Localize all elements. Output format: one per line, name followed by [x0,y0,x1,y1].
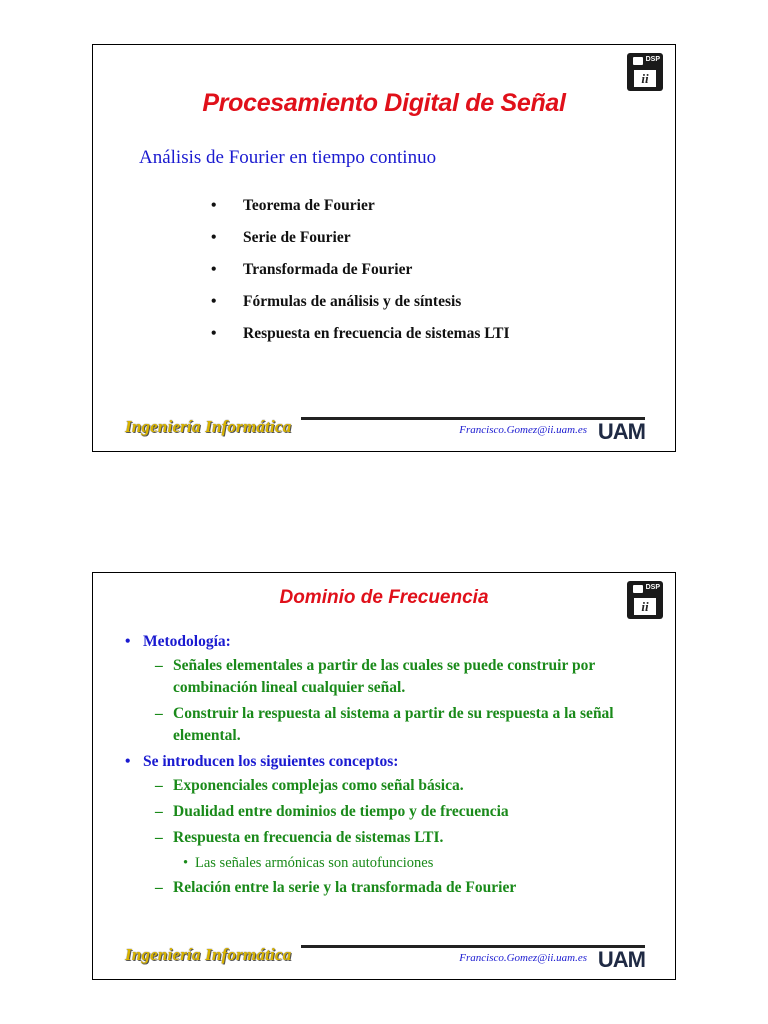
list-item: • Fórmulas de análisis y de síntesis [211,293,510,325]
logo-inner: ii [634,598,656,615]
outline-item: – Relación entre la serie y la transformada de Fourier [125,877,651,899]
logo-label: DSP [645,584,660,591]
uam-logo: UAM [597,419,645,444]
slide-title: Dominio de Frecuencia [279,587,489,608]
dsp-logo-icon [627,53,663,91]
list-item: • Serie de Fourier [211,229,510,261]
list-item: • Respuesta en frecuencia de sistemas LTI [211,325,510,357]
logo-label: DSP [645,56,660,63]
footer-divider [301,945,645,948]
outline-item: – Construir la respuesta al sistema a partir de su respuesta a la señal elemental. [125,703,651,747]
uam-logo: UAM [597,947,645,972]
outline-item: • Las señales armónicas son autofunciones [125,853,651,873]
slide-footer [125,415,645,444]
footer-email: Francisco.Gomez@ii.uam.es [459,952,587,964]
outline-item: – Dualidad entre dominios de tiempo y de frecuencia [125,801,651,823]
slide-title: Procesamiento Digital de Señal [202,89,566,117]
slide-subtitle: Análisis de Fourier en tiempo continuo [139,147,437,168]
footer-brand: Ingeniería Informática [125,417,292,436]
outline-item: – Respuesta en frecuencia de sistemas LTI. [125,827,651,849]
list-item: • Transformada de Fourier [211,261,510,293]
outline-item: – Exponenciales complejas como señal básica. [125,775,651,797]
outline-item: – Señales elementales a partir de las cuales se puede construir por combinación lineal cualquier señal. [125,655,651,699]
footer-brand: Ingeniería Informática [125,945,292,964]
footer-email: Francisco.Gomez@ii.uam.es [459,424,587,436]
outline-item: • Metodología: [125,631,651,653]
slide-2 [92,572,676,980]
list-item: • Teorema de Fourier [211,197,510,229]
outline-item: • Se introducen los siguientes conceptos: [125,751,651,773]
slide-1 [92,44,676,452]
footer-divider [301,417,645,420]
outline-list [125,631,651,903]
bullet-list [211,197,510,357]
logo-inner: ii [634,70,656,87]
slide-footer [125,943,645,972]
